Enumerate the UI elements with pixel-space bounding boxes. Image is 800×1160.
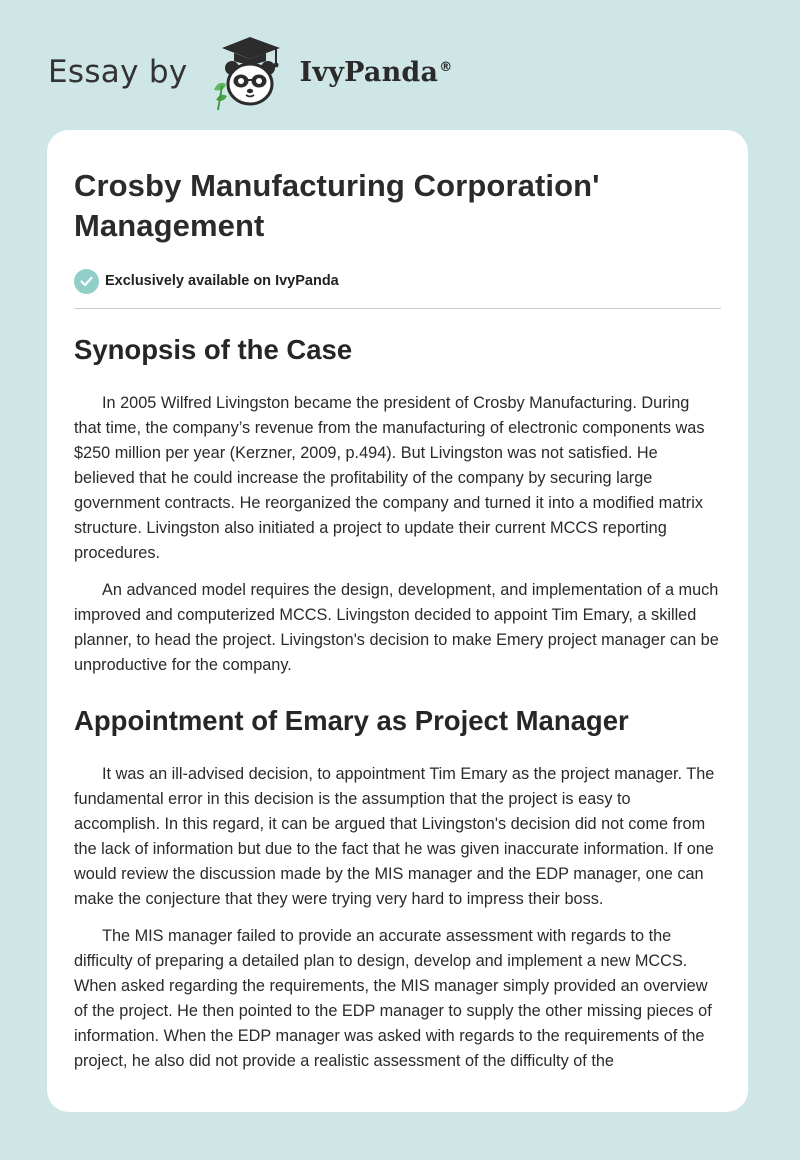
- title-divider: [74, 308, 721, 309]
- essay-card: [47, 130, 748, 1112]
- section-heading-synopsis: Synopsis of the Case: [74, 334, 353, 365]
- panda-graduate-logo-icon: [202, 34, 298, 110]
- exclusive-notice: [74, 268, 721, 294]
- section-heading-appointment: Appointment of Emary as Project Manager: [74, 705, 629, 736]
- paragraph: The MIS manager failed to provide an accurate assessment with regards to the difficulty of preparing a detailed plan to design, develop and implement a new MCCS. When asked regarding the requirements, the MIS manager simply provided an overview of the project. He then pointed to the EDP manager to supply the other missing pieces of information. When the EDP manager was asked with regards to the requirements of the project, he also did not provide a realistic assessment of the difficulty of the: [74, 927, 712, 1070]
- brand-name: IvyPanda®: [299, 56, 453, 88]
- paragraph: An advanced model requires the design, development, and implementation of a much improved and computerized MCCS. Livingston decided to appoint Tim Emary, a skilled planner, to head the project. Livingston's decision to make Emery project manager can be unproductive for the company.: [74, 581, 719, 674]
- essay-title: Crosby Manufacturing Corporation' Management: [74, 168, 600, 243]
- paragraph: In 2005 Wilfred Livingston became the president of Crosby Manufacturing. During that time, the company’s revenue from the manufacturing of electronic components was $250 million per year (Kerzner, 2009, p.494). But Livingston was not satisfied. He believed that he could increase the profitability of the company by securing large government contracts. He reorganized the company and turned it into a modified matrix structure. Livingston also initiated a project to update their current MCCS reporting procedures.: [74, 394, 705, 562]
- brand-prefix: Essay by: [48, 54, 188, 90]
- registered-mark: ®: [439, 59, 453, 75]
- paragraph: It was an ill-advised decision, to appointment Tim Emary as the project manager. The fundamental error in this decision is the assumption that the project is easy to accomplish. In this regard, it can be argued that Livingston's decision did not come from the lack of information but due to the fact that he was given inaccurate information. If one would review the discussion made by the MIS manager and the EDP manager, one can make the conjecture that they were trying very hard to impress their boss.: [74, 765, 715, 908]
- check-icon: [74, 269, 99, 294]
- brand-header[interactable]: [48, 34, 452, 110]
- exclusive-label: Exclusively available on IvyPanda: [105, 273, 339, 289]
